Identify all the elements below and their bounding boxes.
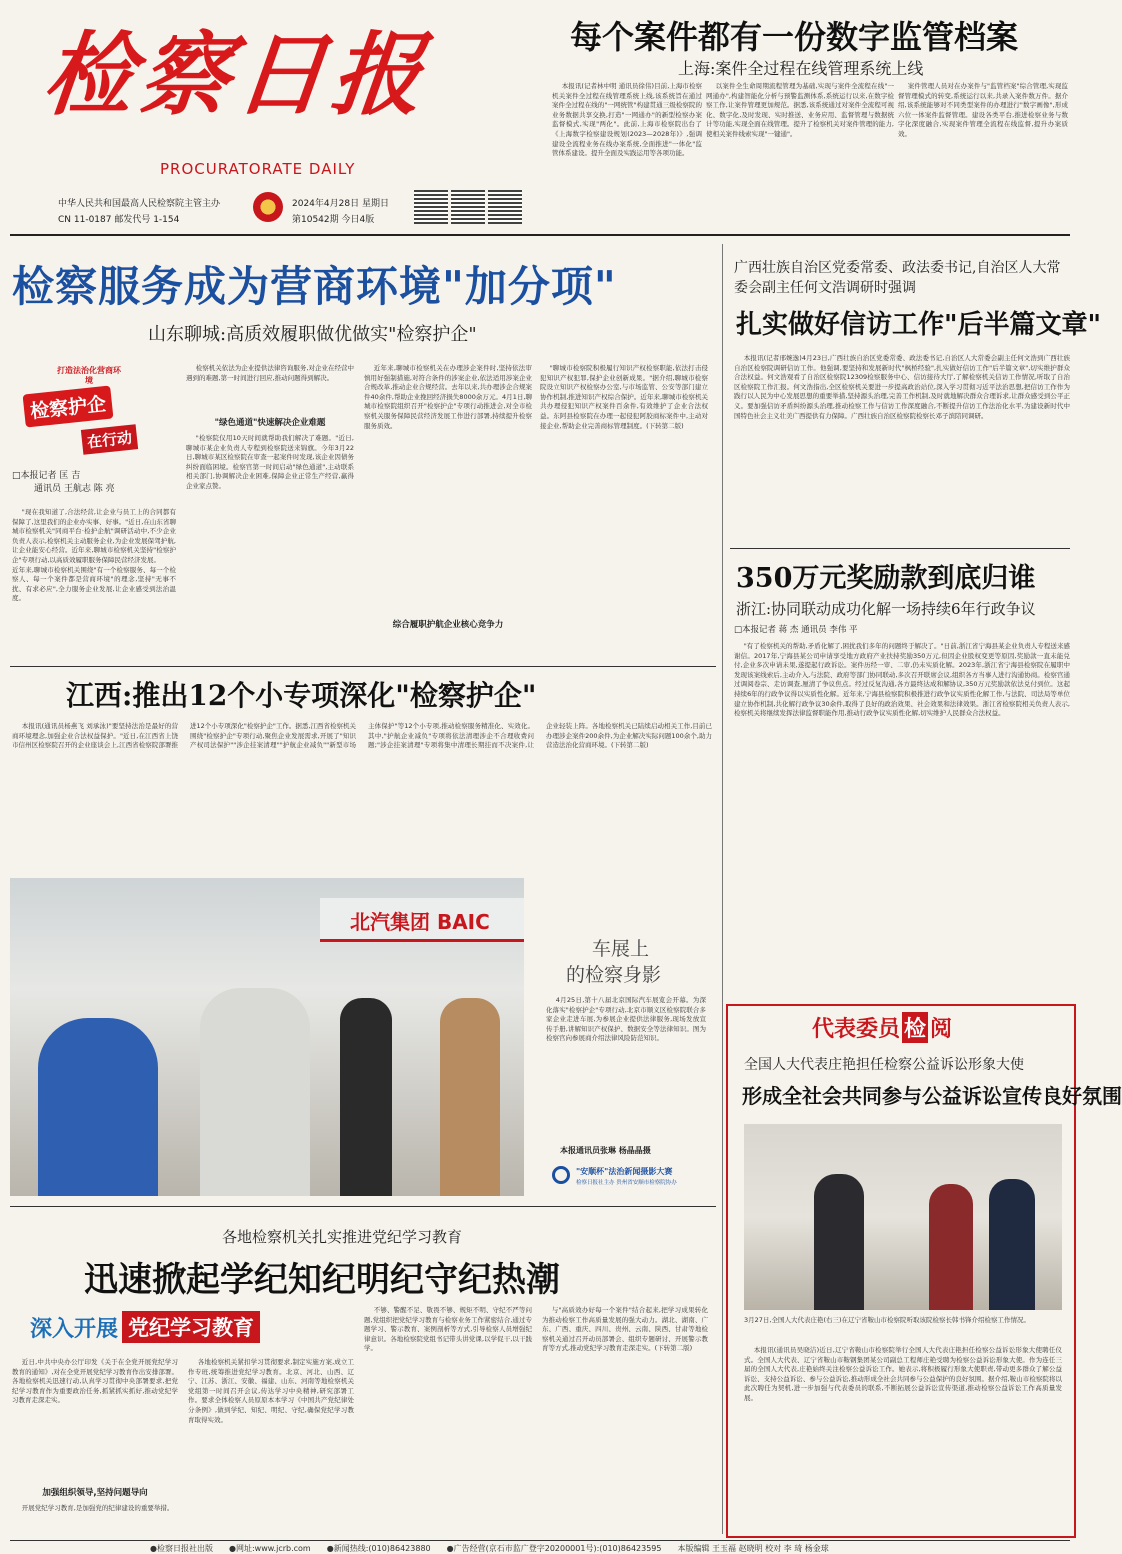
discipline-col1: 近日,中共中央办公厅印发《关于在全党开展党纪学习教育的通知》,对在全党开展党纪学习教育作出安排部署。各地检察机关迅速行动,认真学习贯彻中央部署要求,把党纪学习教育作为重要政治任务,抓紧抓实抓好,推动党纪学习教育走深走实。 加强组织领导,坚持问题导向 开展党纪学习教育,是加强党的纪律建设的重要举措。	[12, 1358, 178, 1512]
person-figure	[440, 998, 500, 1196]
masthead-issue: 第10542期 今日4版	[292, 215, 375, 225]
qr-code-icon	[451, 190, 485, 224]
zhejiang-text: "有了检察机关的帮助,矛盾化解了,困扰我们多年的问题终于解决了。"日前,浙江省宁海县某企业负责人专程送来感谢信。2017年,宁海县某公司申请享受地方政府产业扶持奖励350万元,但因企业股权变更等原因,奖励款一直未能兑付,企业多次申请未果,遂提起行政诉讼。案件历经一审、二审,仍未实质化解。2023年,浙江省宁海县检察院在履职中发现该案线索后,主动介入,与法院、政府等部门协同联动,多次召开联席会议,组织各方当事人进行沟通协商。检察官通过调阅卷宗、走访调查,厘清了争议焦点。经过反复沟通,各方最终达成和解协议,350万元奖励款依法兑付到位。这起持续6年的行政争议得以实质性化解。近年来,宁海县检察院积极推进行政争议实质性化解工作,与法院、司法局等单位建立协作机制,共化解行政争议30余件,取得了良好的政治效果、社会效果和法律效果。浙江省检察院相关负责人表示,检察机关将继续发挥法律监督职能作用,推动行政争议实质性化解,切实维护人民群众合法权益。	[734, 642, 1070, 718]
divider	[10, 1206, 716, 1207]
lead-headline: 检察服务成为营商环境"加分项"	[12, 262, 617, 311]
divider	[10, 666, 716, 667]
lead-col1: "现在我知道了,合法经营,让企业与员工上的合同都有保障了,这里我们的企业办实事、好事。"近日,在山东省聊城市检察机关"同商平台·检护企航"调研活动中,不少企业负责人表示,检察机关主动服务企业,为企业发展保驾护航,让企业能安心经营。近年来,聊城市检察机关坚持"检察护企"专项行动,以高质效履职服务保障民营经济发展。 近年来,聊城市检察机关围绕"有一个检察服务、每一个检察人、每一个案件都是营商环境"的理念,坚持"无事不扰、有求必应",全力服务企业发展,让企业感受到法治温度。	[12, 508, 176, 603]
footer-website[interactable]: ●网址:www.jcrb.com	[228, 1544, 311, 1553]
top-story-col3: 案件管理人员对在办案件与"监管档案"综合管理,实现监督管理模式的转变,系统运行以来,共录入案件数万件。据介绍,该系统能够对不同类型案件的办理进行"数字画像",形成六位一体案件监督管理。建设各类平台,推进检察业务与数字化深度融合,实现案件管理全流程在线监督,提升办案质效。	[898, 82, 1068, 138]
footer	[150, 1543, 829, 1554]
auto-show-photo	[10, 878, 524, 1196]
top-story-col2: 以案件全生命周期流程管理为基础,实现与案件全流程在线"一网通办",构建智能化分析与预警监测体系,系统运行以来,在数字检察工作,让案件管理更加规范。据悉,该系统通过对案件全流程可视化、数字化,及时发现、实时推送、业务应用、监督管理与数据统计等功能,实现全面在线管理。提升了检察机关对案件管理的能力,使相关案件线索实现"一键通"。	[706, 82, 894, 138]
deputy-headline: 形成全社会共同参与公益诉讼宣传良好氛围	[742, 1084, 1122, 1108]
lead-byline: □本报记者 匡 吉 通讯员 王航志 陈 亮	[12, 471, 115, 494]
masthead-sponsor: 中华人民共和国最高人民检察院主管主办	[58, 199, 221, 209]
badge-main-text: 检察护企	[23, 385, 114, 427]
lead-col3: 近年来,聊城市检察机关在办理涉企案件时,坚持依法审慎用好强制措施,对符合条件的涉案企业,依法适用涉案企业合规改革,推动企业合规经营。去年以来,共办理涉企合规案件40余件,帮助企业挽回经济损失8000余万元。4月1日,聊城市检察院组织召开"检察护企"专项行动推进会,对全市检察机关服务保障民营经济发展工作进行部署,持续提升检察服务质效。 综合履职护航企业核心竞争力	[364, 364, 532, 630]
masthead-english: PROCURATORATE DAILY	[160, 160, 356, 178]
footer-editors: 本版编辑 王玉福 赵晓明 校对 李 琦 杨金球	[677, 1544, 829, 1553]
discipline-col4: 与"高质效办好每一个案件"结合起来,把学习成果转化为推动检察工作高质量发展的强大动力。湖北、湖南、广东、广西、重庆、四川、贵州、云南、陕西、甘肃等地检察机关通过召开动员部署会、组织专题研讨、开展警示教育等方式,推动党纪学习教育走深走实。(下转第二版)	[542, 1306, 708, 1353]
guangxi-text: 本报讯(记者邢婉逸)4月23日,广西壮族自治区党委常委、政法委书记,自治区人大常委会副主任何文浩到广西壮族自治区检察院调研信访工作。他强调,要坚持和发展新时代"枫桥经验",扎实做好信访工作"后半篇文章",切实维护群众合法权益。何文浩观看了自治区检察院12309检察服务中心、信访接待大厅,了解检察机关信访工作情况,听取了自治区检察院工作汇报。何文浩指出,全区检察机关要进一步提高政治站位,深入学习贯彻习近平法治思想,把信访工作作为践行以人民为中心发展思想的重要举措,坚持源头治理,完善工作机制,及时就地解决群众合理诉求,让群众感受到公平正义。要加强信访矛盾纠纷源头治理,推动检察工作与信访工作深度融合,不断提升信访工作法治化水平,为建设新时代中国特色社会主义壮美广西提供有力保障。广西壮族自治区检察院检察长邓子滨陪同调研。	[734, 354, 1070, 420]
person-figure	[929, 1184, 973, 1310]
deputy-caption: 3月27日,全国人大代表庄艳(右三)在辽宁省鞍山市检察院听取该院检察长韩书锋介绍检察工作情况。	[744, 1316, 1031, 1324]
person-figure	[989, 1179, 1035, 1310]
jiangxi-headline: 江西:推出12个小专项深化"检察护企"	[66, 679, 537, 712]
lead-col2-subhead: "绿色通道"快速解决企业难题	[214, 418, 326, 428]
guangxi-headline: 扎实做好信访工作"后半篇文章"	[736, 310, 1102, 340]
discipline-kicker: 各地检察机关扎实推进党纪学习教育	[222, 1228, 463, 1246]
discipline-badge: 深入开展 党纪学习教育	[30, 1312, 260, 1342]
lead-subhead: 山东聊城:高质效履职做优做实"检察护企"	[148, 324, 477, 345]
discipline-col3: 不够、警醒不足、敬畏不够、规矩不明、守纪不严等问题,党组织把党纪学习教育与检察业务工作紧密结合,通过专题学习、警示教育、案例剖析等方式,引导检察人员增强纪律意识。各地检察院党组书记带头讲党课,以学促干,以干践学。	[364, 1306, 532, 1353]
campaign-badge	[24, 366, 158, 450]
footer-hotline: ●新闻热线:(010)86423880	[326, 1544, 431, 1553]
masthead-cn: CN 11-0187 邮发代号 1-154	[58, 215, 180, 225]
zhejiang-byline: □本报记者 蒋 杰 通讯员 李伟 平	[734, 625, 858, 635]
divider	[722, 244, 723, 1534]
lead-col3-subhead: 综合履职护航企业核心竞争力	[392, 620, 504, 630]
discipline-headline: 迅速掀起学纪知纪明纪守纪热潮	[84, 1260, 560, 1300]
deputy-label: 代表委员 检 阅	[812, 1012, 952, 1043]
divider	[10, 1540, 1070, 1541]
footer-publisher: ●检察日报社出版	[150, 1544, 213, 1553]
person-figure	[38, 1018, 158, 1196]
contest-logo-text: "安顺杯"法治新闻摄影大赛	[576, 1167, 673, 1176]
deputy-text: 本报讯(通讯员吴晓洁)近日,辽宁省鞍山市检察院举行全国人大代表庄艳担任检察公益诉讼形象大使聘任仪式。全国人大代表、辽宁省鞍山市鞍钢集团某公司副总工程师庄艳受聘为检察公益诉讼形象大使。作为连任三届的全国人大代表,庄艳始终关注检察公益诉讼工作。她表示,将积极履行形象大使职责,带动更多群众了解公益诉讼、支持公益诉讼、参与公益诉讼,推动形成全社会共同参与公益保护的良好氛围。据介绍,鞍山市检察院将以此次聘任为契机,进一步加强与代表委员的联系,不断拓展公益诉讼宣传渠道,推动检察公益诉讼工作高质量发展。	[744, 1346, 1062, 1402]
qr-code-icon	[414, 190, 448, 224]
discipline-col2: 各地检察机关紧扣学习贯彻要求,制定实施方案,成立工作专班,统筹推进党纪学习教育。北京、河北、山西、辽宁、江苏、浙江、安徽、福建、山东、河南等地检察机关党组第一时间召开会议,传达学习中央精神,研究部署工作。要求全体检察人员原原本本学习《中国共产党纪律处分条例》,做到学纪、知纪、明纪、守纪,确保党纪学习教育取得实效。	[188, 1358, 354, 1424]
badge-sub-text: 在行动	[81, 424, 138, 455]
person-figure	[340, 998, 392, 1196]
top-story-headline: 每个案件都有一份数字监管档案	[570, 18, 1019, 56]
masthead-logo: 检察日报	[38, 22, 434, 128]
photo-banner: 北汽集团 BAIC	[320, 898, 524, 942]
zhejiang-headline: 350万元奖励款到底归谁	[736, 563, 1036, 594]
national-emblem-icon	[253, 192, 283, 222]
zhejiang-subhead: 浙江:协同联动成功化解一场持续6年行政争议	[736, 600, 1036, 618]
contest-logo-icon	[552, 1166, 570, 1184]
person-figure	[200, 988, 310, 1196]
top-story-subhead: 上海:案件全过程在线管理系统上线	[678, 59, 924, 78]
top-story-col1: 本报讯(记者林中明 通讯员徐伟)目前,上海市检察机关案件全过程在线管理系统上线,该系统旨在通过案件全过程在线的"一网统管"构建贯通三级检察院的业务数据共享交换,打造"一网通办"的新型检察办案监督模式,实现"两化"。此前,上海市检察院出台了《上海数字检察建设规划(2023—2028年)》,强调建设全流程业务在线办案系统,全面推进"一体化"监管体系建设。提升全面及实践运用等各项功能。	[552, 82, 702, 158]
deputy-box	[726, 1004, 1122, 1538]
badge-top-text: 打造法治化营商环境	[57, 366, 121, 385]
deputy-kicker: 全国人大代表庄艳担任检察公益诉讼形象大使	[744, 1057, 1024, 1073]
photo-caption: 4月25日,第十八届北京国际汽车展览会开幕。为深化落实"检察护企"专项行动,北京市顺义区检察院联合多家企业走进车展,为参展企业提供法律服务,现场发放宣传手册,讲解知识产权保护、数据安全等法律知识。图为检察官向参展商介绍法律风险防范知识。	[546, 996, 706, 1043]
contest-logo-sub: 检察日报社主办 贵州省安顺市检察院协办	[576, 1180, 677, 1186]
jiangxi-text: 本报讯(通讯员杨燕飞 刘承泳)"要坚持法治是最好的营商环境理念,加强企业合法权益保护。"近日,在江西省上饶市信州区检察院召开的企业座谈会上,江西省检察院部署推进12个小专项深化"检察护企"工作。据悉,江西省检察机关围绕"检察护企"专项行动,聚焦企业发展需求,开展了"知识产权司法保护""涉企挂案清理""护航企业减负""新型市场主体保护"等12个小专项,推动检察服务精准化、实效化。其中,"护航企业减负"专项将依法清理涉企不合理收费问题;"涉企挂案清理"专项将集中清理长期挂而不决案件,让企业轻装上阵。各地检察机关已陆续启动相关工作,目前已办理涉企案件200余件,为企业解决实际问题100余个,助力营造法治化营商环境。(下转第二版)	[12, 722, 712, 750]
lead-col4: "聊城市检察院积极履行知识产权检察职能,依法打击侵犯知识产权犯罪,保护企业创新成果。"据介绍,聊城市检察院设立知识产权检察办公室,与市场监管、公安等部门建立协作机制,推进知识产权综合保护。近年来,聊城市检察机关共办理侵犯知识产权案件百余件,有效维护了企业合法权益。东阿县检察院在办理一起侵犯阿胶商标案件中,主动对接企业,帮助企业完善商标管理制度。(下转第二版)	[540, 364, 708, 430]
photo-credit: 本报通讯员张琳 杨晶晶摄	[560, 1146, 651, 1155]
photo-feature-title: 车展上 的检察身影	[566, 938, 662, 986]
divider	[730, 548, 1070, 549]
guangxi-kicker: 广西壮族自治区党委常委、政法委书记,自治区人大常委会副主任何文浩调研时强调	[734, 260, 1061, 296]
lead-col2: 检察机关依法为企业提供法律咨询服务,对企业在经营中遇到的难题,第一时间进行回应,推动问题得到解决。 "绿色通道"快速解决企业难题 "检察院仅用10天时间就帮助我们解决了难题。"近日,聊城市某企业负责人专程到检察院送来锦旗。今年3月22日,聊城市某区检察院在审查一起案件时发现,该企业因债务纠纷面临困境。检察官第一时间启动"绿色通道",主动联系相关部门,协调解决企业困难,保障企业正常生产经营,赢得企业家点赞。	[186, 364, 354, 490]
deputy-photo	[744, 1124, 1062, 1310]
person-figure	[814, 1174, 864, 1310]
footer-ad: ●广告经营(京石市监广登字20200001号):(010)86423595	[446, 1544, 662, 1553]
qr-code-icon	[488, 190, 522, 224]
masthead-date: 2024年4月28日 星期日	[292, 199, 389, 209]
divider	[10, 234, 1070, 236]
